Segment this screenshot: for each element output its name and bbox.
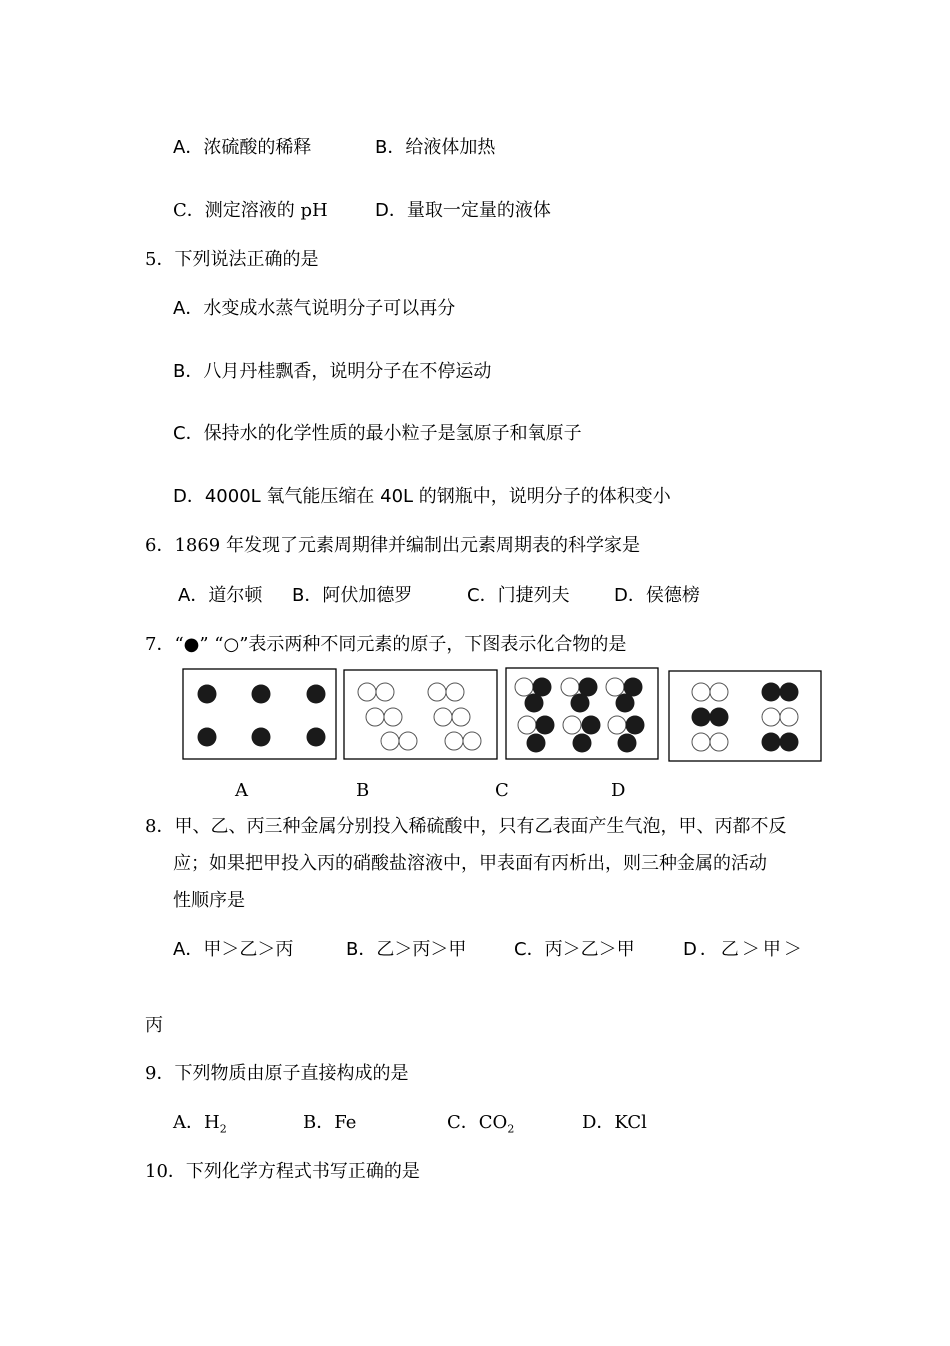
atom-black <box>527 734 546 753</box>
q9-option-c: C．$CO_2$ <box>447 1112 515 1136</box>
q8-option-c: C．丙＞乙＞甲 <box>514 939 635 960</box>
atom-black <box>307 728 326 747</box>
atom-white <box>384 708 402 726</box>
q5-option-b: B．八月丹桂飘香，说明分子在不停运动 <box>173 361 492 382</box>
box-d-molecules <box>692 683 799 752</box>
atom-white <box>780 708 798 726</box>
atom-white <box>692 683 710 701</box>
atom-black <box>710 708 729 727</box>
atom-black <box>618 734 637 753</box>
atom-white <box>428 683 446 701</box>
q9-option-b: B．Fe <box>303 1112 357 1133</box>
q9-stem: 9．下列物质由原子直接构成的是 <box>145 1063 409 1084</box>
q7-label-b: B <box>356 780 370 801</box>
atom-black <box>780 733 799 752</box>
q8-option-a: A．甲＞乙＞丙 <box>173 939 294 960</box>
atom-white <box>608 716 626 734</box>
q8-option-d-wrap: 丙 <box>145 1015 163 1036</box>
box-a-atoms <box>198 685 326 747</box>
atom-black <box>536 716 555 735</box>
atom-black <box>626 716 645 735</box>
q4-option-c: C．测定溶液的 pH <box>173 200 328 221</box>
q5-option-c: C．保持水的化学性质的最小粒子是氢原子和氧原子 <box>173 423 582 444</box>
atom-black <box>780 683 799 702</box>
atom-white <box>710 683 728 701</box>
q7-label-c: C <box>495 780 509 801</box>
atom-white <box>515 678 533 696</box>
atom-black <box>198 728 217 747</box>
atom-black <box>571 694 590 713</box>
q8-stem-line-2: 应；如果把甲投入丙的硝酸盐溶液中，甲表面有丙析出，则三种金属的活动 <box>173 853 767 874</box>
atom-black <box>198 685 217 704</box>
q7-label-d: D <box>611 780 626 801</box>
q6-option-c: C．门捷列夫 <box>467 585 570 606</box>
q9-option-a: A．$H_2$ <box>173 1112 227 1136</box>
atom-white <box>376 683 394 701</box>
atom-white <box>446 683 464 701</box>
q8-stem-line-3: 性顺序是 <box>173 890 245 911</box>
q5-option-d: D．4000L 氧气能压缩在 40L 的钢瓶中，说明分子的体积变小 <box>173 486 671 507</box>
q5-stem: 5．下列说法正确的是 <box>145 249 319 270</box>
atom-white <box>445 732 463 750</box>
q5-option-a: A．水变成水蒸气说明分子可以再分 <box>173 298 456 319</box>
atom-black <box>573 734 592 753</box>
atom-white <box>434 708 452 726</box>
atom-white <box>563 716 581 734</box>
q6-stem: 6．1869 年发现了元素周期律并编制出元素周期表的科学家是 <box>145 535 640 556</box>
atom-white <box>399 732 417 750</box>
atom-black <box>616 694 635 713</box>
atom-black <box>762 733 781 752</box>
molecule-diagram <box>182 666 824 764</box>
q8-option-d: D．乙＞甲＞ <box>683 939 805 960</box>
box-b-molecules <box>358 683 481 750</box>
atom-black <box>582 716 601 735</box>
q7-label-a: A <box>235 780 248 801</box>
q8-stem-line-1: 8．甲、乙、丙三种金属分别投入稀硫酸中，只有乙表面产生气泡，甲、丙都不反 <box>145 816 787 837</box>
atom-black <box>307 685 326 704</box>
q4-option-d: D．量取一定量的液体 <box>375 200 551 221</box>
atom-white <box>381 732 399 750</box>
atom-black <box>525 694 544 713</box>
q8-option-b: B．乙＞丙＞甲 <box>346 939 467 960</box>
atom-white <box>692 733 710 751</box>
atom-black <box>762 683 781 702</box>
atom-white <box>606 678 624 696</box>
atom-white <box>463 732 481 750</box>
q4-option-b: B．给液体加热 <box>375 137 496 158</box>
q9-option-d: D．KCl <box>582 1112 647 1133</box>
q10-stem: 10．下列化学方程式书写正确的是 <box>145 1161 420 1182</box>
atom-white <box>366 708 384 726</box>
atom-black <box>692 708 711 727</box>
atom-black <box>252 685 271 704</box>
atom-black <box>252 728 271 747</box>
q6-option-d: D．侯德榜 <box>614 585 700 606</box>
atom-white <box>518 716 536 734</box>
atom-white <box>710 733 728 751</box>
atom-white <box>762 708 780 726</box>
q6-option-b: B．阿伏加德罗 <box>292 585 413 606</box>
atom-white <box>358 683 376 701</box>
box-c-molecules <box>515 678 645 753</box>
q6-option-a: A．道尔顿 <box>178 585 263 606</box>
atom-white <box>561 678 579 696</box>
atom-white <box>452 708 470 726</box>
q7-stem: 7．“●” “○”表示两种不同元素的原子，下图表示化合物的是 <box>145 634 627 655</box>
q4-option-a: A．浓硫酸的稀释 <box>173 137 312 158</box>
